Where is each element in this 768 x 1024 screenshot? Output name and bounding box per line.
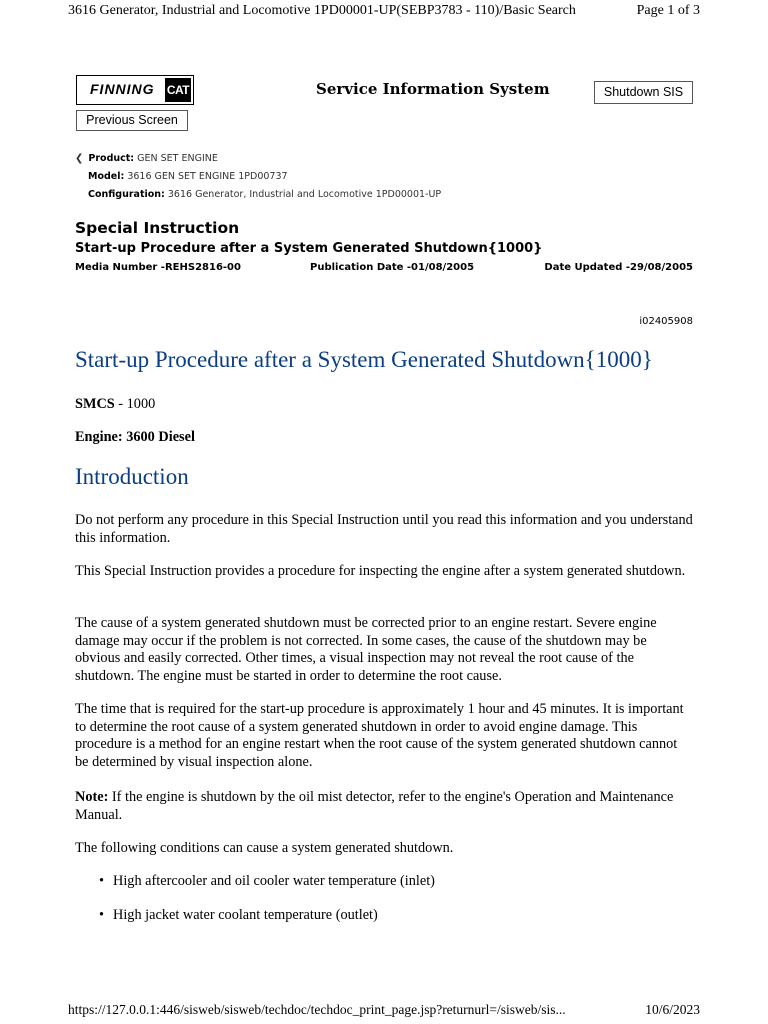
previous-screen-button[interactable]: Previous Screen — [76, 110, 188, 131]
note-paragraph — [75, 789, 693, 824]
print-footer — [0, 1000, 768, 1024]
meta-configuration — [88, 189, 441, 200]
product-value: GEN SET ENGINE — [137, 153, 218, 164]
document-title: Start-up Procedure after a System Generated Shutdown{1000} — [75, 347, 653, 372]
note-text: If the engine is shutdown by the oil mist detector, refer to the engine's Operation and Maintenance Manual. — [75, 789, 674, 823]
cat-logo-box: CAT — [165, 78, 191, 102]
paragraph-3: The cause of a system generated shutdown must be corrected prior to an engine restart. Severe engine damage may occur if the problem is not corrected. In some cases, the cause of the shutdown may be obvious and easily corrected. Other times, a visual inspection may not reveal the root cause of the shutdown. The engine must be started in order to determine the root cause. — [75, 615, 657, 684]
special-instruction-subheading: Start-up Procedure after a System Generated Shutdown{1000} — [75, 241, 543, 256]
engine-line: Engine: 3600 Diesel — [75, 429, 195, 445]
sis-title: Service Information System — [316, 80, 550, 98]
date-updated: Date Updated -29/08/2005 — [544, 262, 693, 273]
publication-date: Publication Date -01/08/2005 — [310, 262, 475, 273]
product-label: Product: — [88, 153, 135, 164]
page-number: Page 1 of 3 — [636, 3, 700, 18]
meta-model — [88, 171, 288, 182]
bullet-icon: • — [99, 873, 105, 889]
finning-cat-logo — [76, 75, 194, 105]
paragraph-5: The following conditions can cause a system generated shutdown. — [75, 840, 454, 856]
paragraph-1: Do not perform any procedure in this Special Instruction until you read this information and you understand this information. — [75, 512, 693, 546]
smcs-value: - 1000 — [114, 396, 156, 412]
media-number: Media Number -REHS2816-00 — [75, 262, 241, 273]
model-label: Model: — [88, 171, 125, 182]
chevron-left-icon[interactable]: ❮ — [75, 153, 84, 164]
document-id: i02405908 — [639, 316, 693, 327]
list-item-text: High aftercooler and oil cooler water temperature (inlet) — [113, 873, 435, 889]
paragraph-2: This Special Instruction provides a procedure for inspecting the engine after a system generated shutdown. — [75, 563, 686, 579]
special-instruction-heading: Special Instruction — [75, 219, 240, 237]
paragraph-4: The time that is required for the start-up procedure is approximately 1 hour and 45 minutes. It is important to determine the root cause of a system generated shutdown in order to avoid engine damage. This procedure is a method for an engine restart when the root cause of the system generated shutdown cannot be determined by visual inspection alone. — [75, 701, 684, 770]
bullet-icon: • — [99, 907, 105, 923]
meta-product — [75, 153, 218, 164]
smcs-line — [75, 396, 155, 413]
print-header-title: 3616 Generator, Industrial and Locomotive 1PD00001-UP(SEBP3783 - 110)/Basic Search — [68, 3, 576, 18]
footer-url: https://127.0.0.1:446/sisweb/sisweb/techdoc/techdoc_print_page.jsp?returnurl=/sisweb/sis... — [68, 1002, 566, 1017]
model-value: 3616 GEN SET ENGINE 1PD00737 — [127, 171, 288, 182]
print-header — [0, 0, 768, 22]
footer-date: 10/6/2023 — [645, 1002, 700, 1017]
smcs-label: SMCS — [75, 396, 115, 412]
note-label: Note: — [75, 789, 109, 805]
finning-logo-text: FINNING — [90, 81, 155, 97]
configuration-value: 3616 Generator, Industrial and Locomotive 1PD00001-UP — [167, 189, 442, 200]
introduction-heading: Introduction — [75, 464, 189, 489]
shutdown-sis-button[interactable]: Shutdown SIS — [594, 81, 693, 104]
configuration-label: Configuration: — [88, 189, 165, 200]
list-item-text: High jacket water coolant temperature (outlet) — [113, 907, 378, 923]
